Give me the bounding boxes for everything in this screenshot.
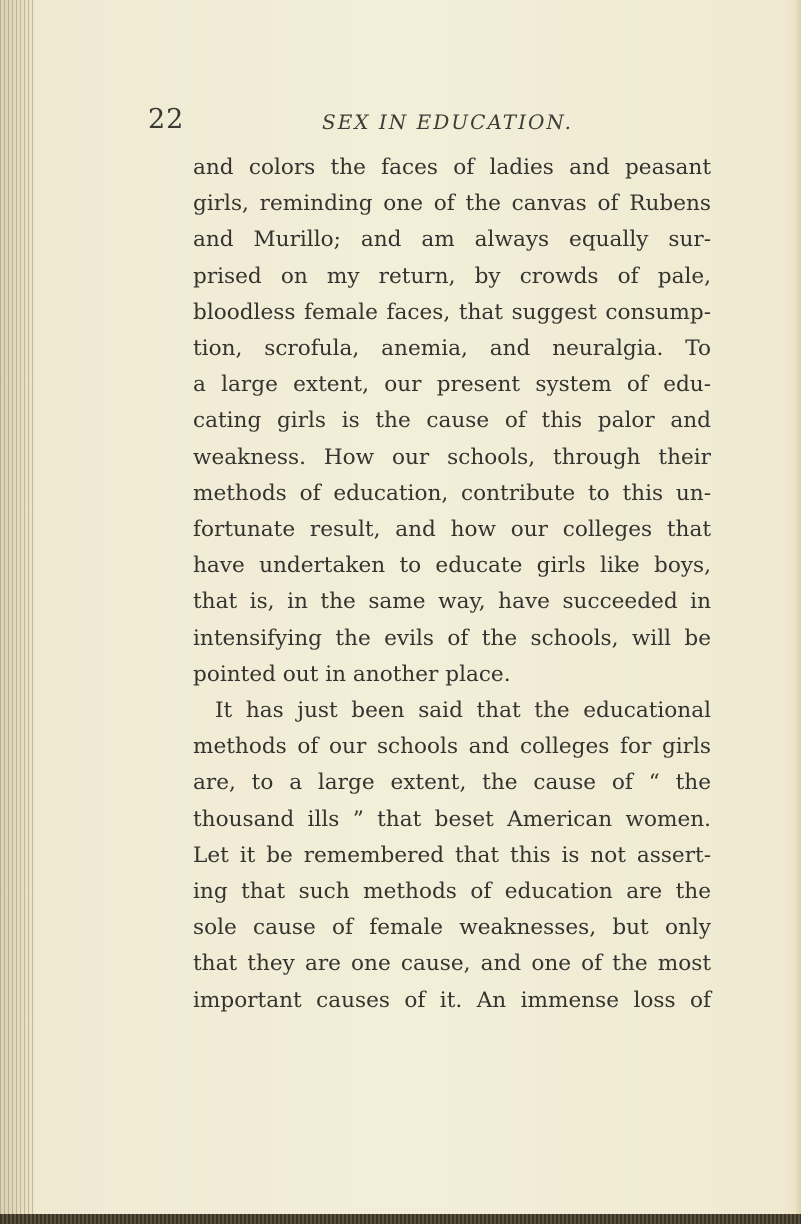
text-line: are, to a large extent, the cause of “ the [193, 770, 711, 796]
body-text [193, 150, 711, 1019]
text-line: that is, in the same way, have succeeded in [193, 589, 711, 615]
page-binding-edge [0, 0, 34, 1224]
text-line: methods of our schools and colleges for girls [193, 734, 711, 760]
page-header [0, 104, 801, 144]
text-line: and colors the faces of ladies and peasant [193, 155, 711, 180]
text-line: a large extent, our present system of edu- [193, 372, 711, 398]
text-line: It has just been said that the educational [215, 698, 711, 724]
page-right-edge [793, 0, 801, 1224]
text-line: thousand ills ” that beset American women. [193, 806, 711, 832]
page-bottom-edge [0, 1214, 801, 1224]
text-line: cating girls is the cause of this palor and [193, 408, 711, 434]
text-line: intensifying the evils of the schools, will be [193, 625, 711, 651]
text-line: prised on my return, by crowds of pale, [193, 263, 711, 289]
text-line: sole cause of female weaknesses, but only [193, 915, 711, 941]
text-line: girls, reminding one of the canvas of Rubens [193, 191, 711, 217]
text-line: weakness. How our schools, through their [193, 444, 711, 470]
text-line: have undertaken to educate girls like boys, [193, 553, 711, 579]
text-line: fortunate result, and how our colleges that [193, 517, 711, 543]
text-line: and Murillo; and am always equally sur- [193, 227, 711, 253]
text-line: that they are one cause, and one of the most [193, 951, 711, 977]
text-line: pointed out in another place. [193, 661, 511, 687]
text-line: tion, scrofula, anemia, and neuralgia. To [193, 336, 711, 362]
text-line: Let it be remembered that this is not assert- [193, 842, 711, 868]
text-line: ing that such methods of education are the [193, 879, 711, 905]
text-line: important causes of it. An immense loss of [193, 987, 711, 1013]
running-head: SEX IN EDUCATION. [322, 110, 574, 134]
text-line: methods of education, contribute to this un- [193, 480, 711, 506]
text-line: bloodless female faces, that suggest consump- [193, 299, 711, 325]
page-number: 22 [148, 104, 185, 135]
